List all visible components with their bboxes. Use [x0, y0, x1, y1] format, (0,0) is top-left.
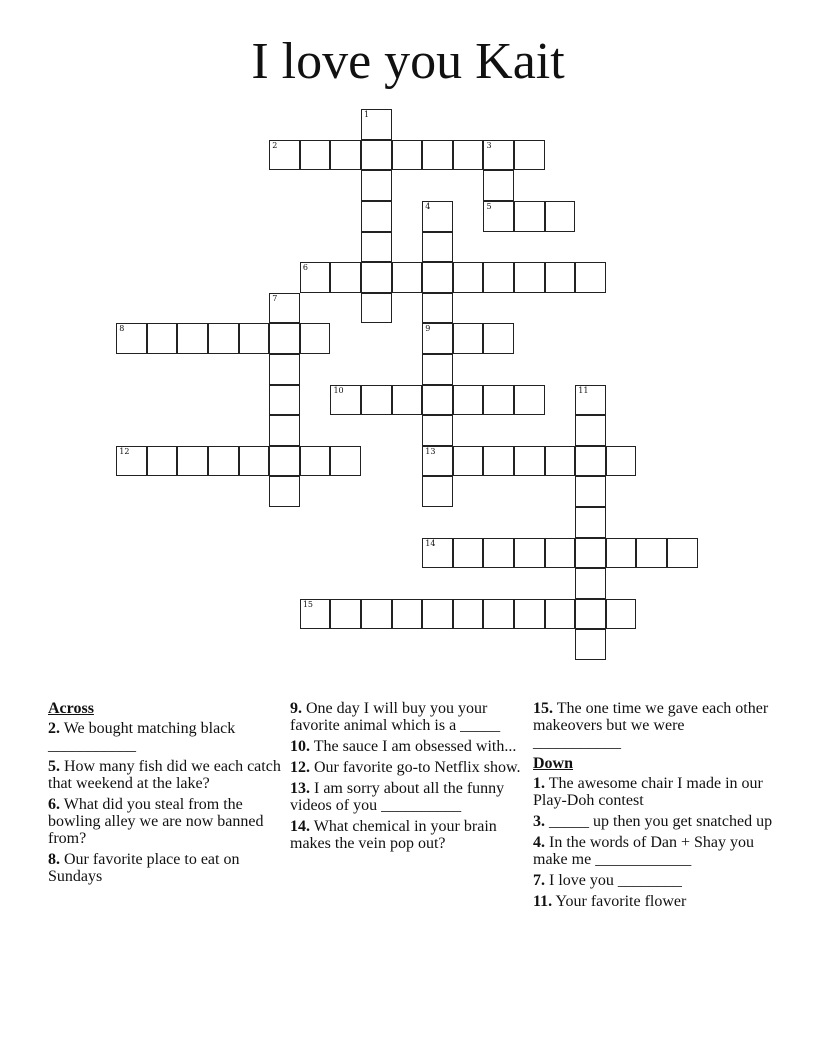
grid-cell[interactable] — [575, 568, 606, 599]
grid-cell[interactable] — [269, 385, 300, 416]
grid-cell[interactable] — [422, 232, 453, 263]
grid-cell[interactable] — [575, 446, 606, 477]
grid-cell[interactable] — [361, 170, 392, 201]
cell-number: 11 — [578, 385, 589, 395]
grid-cell[interactable] — [545, 201, 576, 232]
cell-number: 8 — [119, 324, 125, 334]
grid-cell[interactable] — [361, 140, 392, 171]
grid-cell[interactable] — [483, 201, 514, 232]
grid-cell[interactable] — [606, 446, 637, 477]
grid-cell[interactable] — [575, 599, 606, 630]
cell-number: 6 — [302, 263, 308, 273]
grid-cell[interactable] — [575, 262, 606, 293]
grid-cell[interactable] — [116, 323, 147, 354]
grid-cell[interactable] — [300, 140, 331, 171]
grid-cell[interactable] — [422, 201, 453, 232]
grid-cell[interactable] — [453, 446, 484, 477]
grid-cell[interactable] — [667, 538, 698, 569]
grid-cell[interactable] — [300, 599, 331, 630]
grid-cell[interactable] — [147, 323, 178, 354]
clues-column-1 — [48, 700, 288, 889]
grid-cell[interactable] — [208, 446, 239, 477]
cell-number: 3 — [486, 140, 492, 150]
grid-cell[interactable] — [483, 170, 514, 201]
grid-cell[interactable] — [575, 507, 606, 538]
grid-cell[interactable] — [147, 446, 178, 477]
grid-cell[interactable] — [545, 262, 576, 293]
cell-number: 9 — [425, 324, 431, 334]
cell-number: 7 — [272, 293, 278, 303]
grid-cell[interactable] — [239, 323, 270, 354]
grid-cell[interactable] — [392, 140, 423, 171]
grid-cell[interactable] — [575, 476, 606, 507]
grid-cell[interactable] — [422, 354, 453, 385]
grid-cell[interactable] — [514, 538, 545, 569]
clue-down-3: 3. _____ up then you get snatched up — [533, 813, 773, 830]
cell-number: 5 — [486, 202, 492, 212]
grid-cell[interactable] — [453, 385, 484, 416]
down-heading: Down — [533, 755, 574, 772]
grid-cell[interactable] — [422, 293, 453, 324]
grid-cell[interactable] — [545, 599, 576, 630]
grid-cell[interactable] — [422, 538, 453, 569]
grid-cell[interactable] — [453, 599, 484, 630]
cell-number: 14 — [425, 538, 436, 548]
grid-cell[interactable] — [269, 140, 300, 171]
grid-cell[interactable] — [545, 538, 576, 569]
grid-cell[interactable] — [545, 446, 576, 477]
grid-cell[interactable] — [483, 446, 514, 477]
grid-cell[interactable] — [208, 323, 239, 354]
grid-cell[interactable] — [483, 323, 514, 354]
grid-cell[interactable] — [514, 599, 545, 630]
clue-down-4: 4. In the words of Dan + Shay you make me ____________ — [533, 834, 754, 868]
grid-cell[interactable] — [361, 232, 392, 263]
grid-cell[interactable] — [422, 385, 453, 416]
grid-cell[interactable] — [361, 599, 392, 630]
grid-cell[interactable] — [330, 262, 361, 293]
grid-cell[interactable] — [483, 599, 514, 630]
grid-cell[interactable] — [361, 262, 392, 293]
grid-cell[interactable] — [575, 538, 606, 569]
grid-cell[interactable] — [361, 385, 392, 416]
grid-cell[interactable] — [422, 446, 453, 477]
grid-cell[interactable] — [269, 354, 300, 385]
grid-cell[interactable] — [177, 323, 208, 354]
grid-cell[interactable] — [514, 201, 545, 232]
clue-across-8: 8. Our favorite place to eat on Sundays — [48, 851, 240, 885]
grid-cell[interactable] — [483, 140, 514, 171]
grid-cell[interactable] — [422, 140, 453, 171]
puzzle-title: I love you Kait — [251, 33, 565, 90]
clue-across-10: 10. The sauce I am obsessed with... — [290, 738, 517, 755]
clue-down-7: 7. I love you ________ — [533, 872, 682, 889]
grid-cell[interactable] — [483, 538, 514, 569]
grid-cell[interactable] — [514, 140, 545, 171]
cell-number: 15 — [302, 599, 314, 609]
cell-number: 13 — [425, 446, 436, 456]
grid-cell[interactable] — [422, 476, 453, 507]
grid-cell[interactable] — [330, 140, 361, 171]
grid-cell[interactable] — [422, 415, 453, 446]
grid-cell[interactable] — [392, 599, 423, 630]
cell-number: 10 — [333, 385, 344, 395]
grid-cell[interactable] — [269, 293, 300, 324]
grid-cell[interactable] — [392, 385, 423, 416]
cell-number: 2 — [272, 140, 278, 150]
grid-cell[interactable] — [514, 385, 545, 416]
grid-cell[interactable] — [514, 446, 545, 477]
clue-across-14: 14. What chemical in your brain makes the vein pop out? — [290, 818, 497, 852]
clues-column-2 — [290, 700, 530, 856]
clue-down-1: 1. The awesome chair I made in our Play-Doh contest — [533, 775, 763, 809]
cell-number: 12 — [119, 446, 130, 456]
clue-across-15: 15. The one time we gave each other makeovers but we were ___________ — [533, 700, 769, 751]
clues-column-3 — [533, 700, 773, 914]
grid-cell[interactable] — [606, 538, 637, 569]
grid-cell[interactable] — [330, 385, 361, 416]
clue-across-6: 6. What did you steal from the bowling alley we are now banned from? — [48, 796, 264, 847]
grid-cell[interactable] — [361, 293, 392, 324]
grid-cell[interactable] — [483, 385, 514, 416]
clue-across-2: 2. We bought matching black ___________ — [48, 720, 236, 754]
grid-cell[interactable] — [453, 262, 484, 293]
grid-cell[interactable] — [269, 476, 300, 507]
grid-cell[interactable] — [300, 262, 331, 293]
clue-down-11: 11. Your favorite flower — [533, 893, 687, 910]
clue-across-9: 9. One day I will buy you your favorite animal which is a _____ — [290, 700, 501, 734]
grid-cell[interactable] — [269, 415, 300, 446]
grid-cell[interactable] — [269, 446, 300, 477]
across-heading: Across — [48, 700, 94, 717]
grid-cell[interactable] — [300, 446, 331, 477]
grid-cell[interactable] — [422, 599, 453, 630]
grid-cell[interactable] — [453, 538, 484, 569]
grid-cell[interactable] — [422, 262, 453, 293]
clue-across-12: 12. Our favorite go-to Netflix show. — [290, 759, 521, 776]
grid-cell[interactable] — [606, 599, 637, 630]
grid-cell[interactable] — [575, 629, 606, 660]
grid-cell[interactable] — [483, 262, 514, 293]
grid-cell[interactable] — [636, 538, 667, 569]
grid-cell[interactable] — [269, 323, 300, 354]
grid-cell[interactable] — [361, 109, 392, 140]
grid-cell[interactable] — [575, 385, 606, 416]
grid-cell[interactable] — [575, 415, 606, 446]
clue-across-5: 5. How many fish did we each catch that weekend at the lake? — [48, 758, 281, 792]
grid-cell[interactable] — [239, 446, 270, 477]
grid-cell[interactable] — [330, 599, 361, 630]
grid-cell[interactable] — [300, 323, 331, 354]
grid-cell[interactable] — [177, 446, 208, 477]
grid-cell[interactable] — [330, 446, 361, 477]
grid-cell[interactable] — [392, 262, 423, 293]
grid-cell[interactable] — [453, 323, 484, 354]
cell-number: 1 — [364, 110, 370, 120]
grid-cell[interactable] — [422, 323, 453, 354]
grid-cell[interactable] — [514, 262, 545, 293]
grid-cell[interactable] — [361, 201, 392, 232]
grid-cell[interactable] — [116, 446, 147, 477]
clue-across-13: 13. I am sorry about all the funny videos of you __________ — [290, 780, 505, 814]
cell-number: 4 — [425, 202, 431, 212]
grid-cell[interactable] — [453, 140, 484, 171]
